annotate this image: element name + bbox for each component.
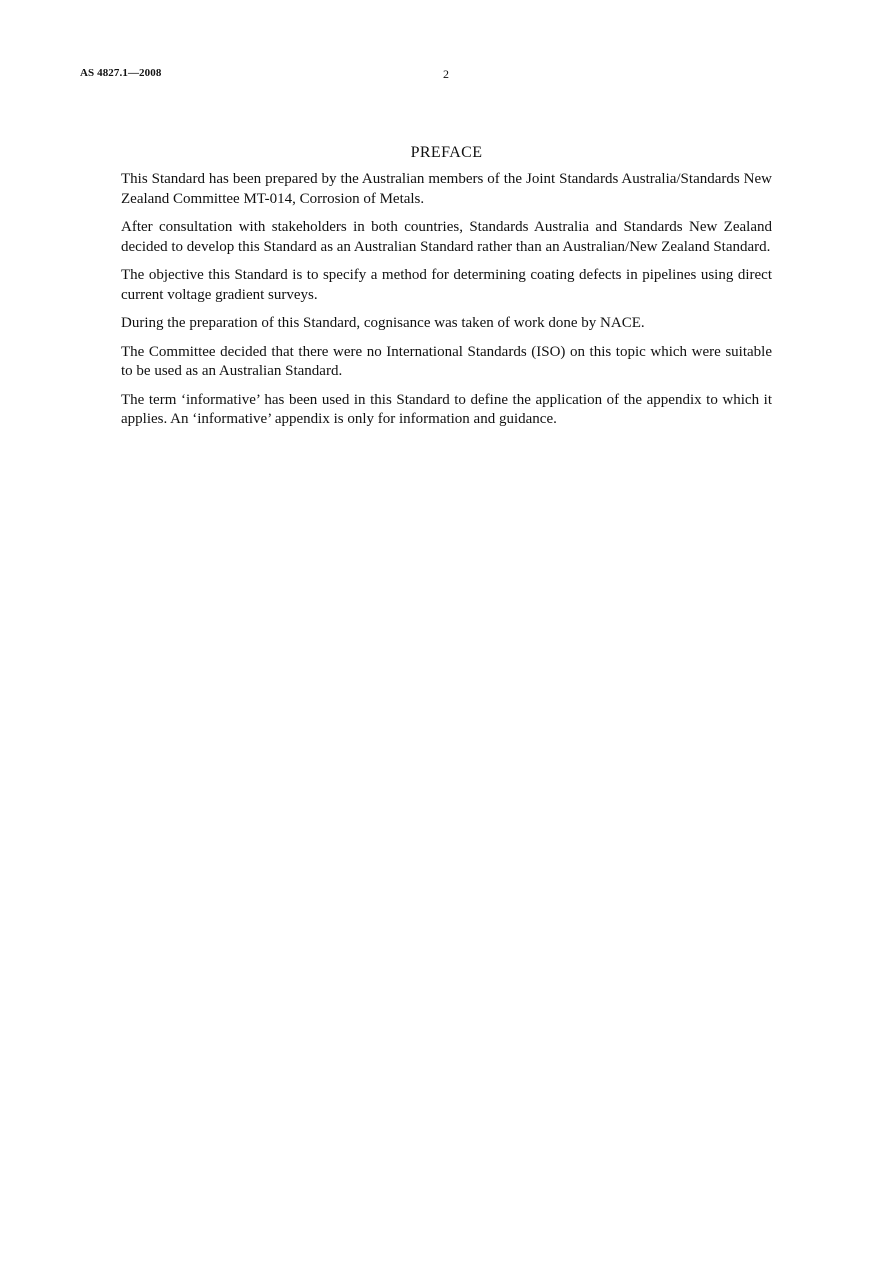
preface-heading: PREFACE: [410, 144, 483, 161]
preface-section: [121, 144, 772, 439]
preface-paragraph-objective: The objective this Standard is to specify a method for determining coating defects in pipelines using direct current voltage gradient surveys.: [121, 267, 772, 303]
standard-designation: AS 4827.1—2008: [80, 67, 162, 79]
preface-paragraph-nace: During the preparation of this Standard, cognisance was taken of work done by NACE.: [121, 315, 645, 331]
preface-paragraph-iso: The Committee decided that there were no International Standards (ISO) on this topic which were suitable to be used as an Australian Standard.: [121, 343, 772, 379]
preface-paragraph-committee: This Standard has been prepared by the Australian members of the Joint Standards Australia/Standards New Zealand Committee MT-014, Corrosion of Metals.: [121, 171, 772, 207]
preface-paragraph-consultation: After consultation with stakeholders in both countries, Standards Australia and Standards New Zealand decided to develop this Standard as an Australian Standard rather than an Australian/New Zealand Standard.: [121, 219, 772, 255]
preface-paragraph-informative: The term ‘informative’ has been used in this Standard to define the application of the appendix to which it applies. An ‘informative’ appendix is only for information and guidance.: [121, 391, 772, 427]
page-number: 2: [443, 67, 449, 81]
